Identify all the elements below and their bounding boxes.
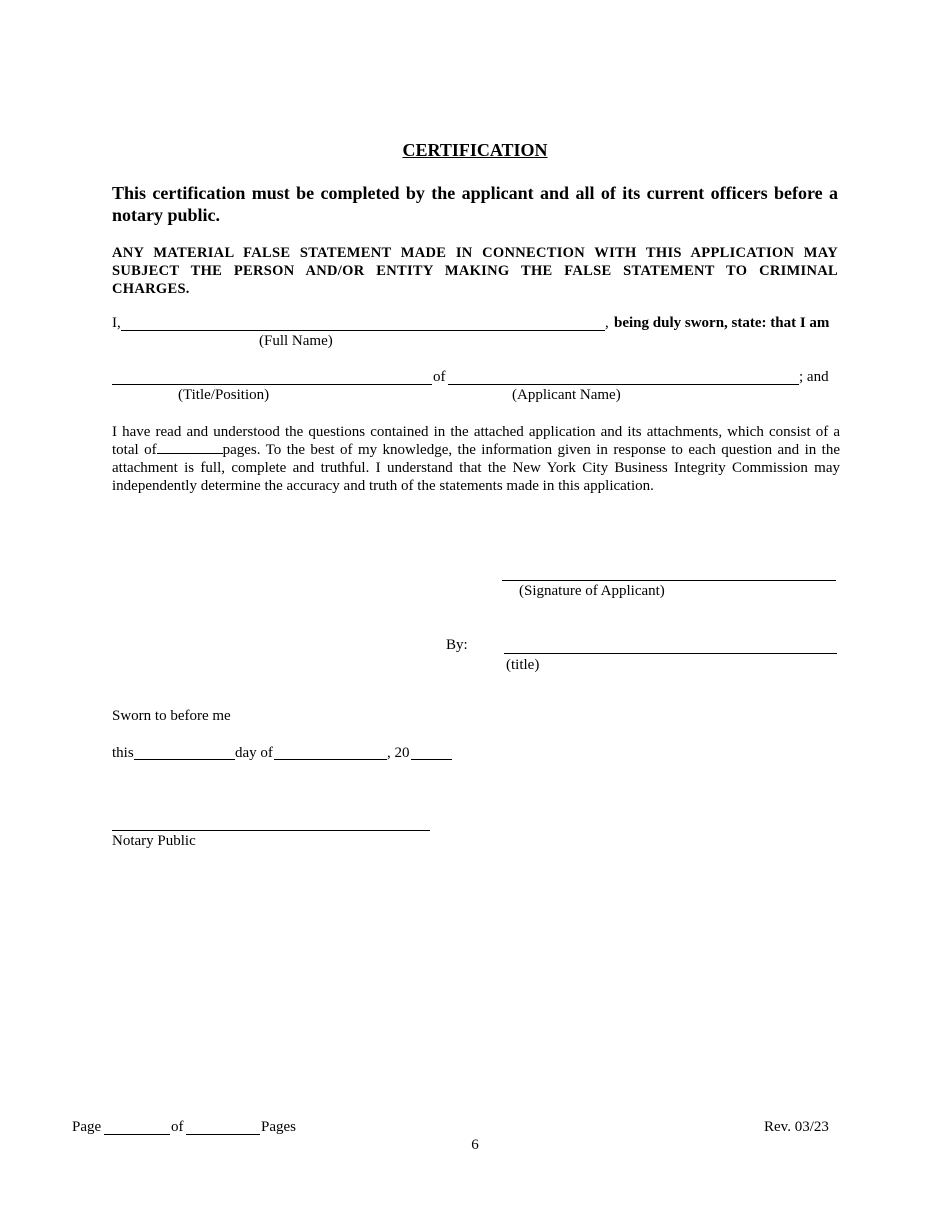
month-field[interactable] — [274, 759, 387, 760]
footer-pages-word: Pages — [261, 1119, 296, 1135]
declaration-paragraph — [112, 423, 840, 495]
declaration-part1: I have read and understood the questions contained in the attached application and its attachments, which consist of a total of — [112, 424, 840, 458]
full-name-label: (Full Name) — [259, 333, 333, 349]
title-signature-line[interactable] — [504, 653, 837, 654]
and-text: ; and — [799, 369, 829, 385]
page-number: 6 — [471, 1137, 479, 1153]
intro-text: This certification must be completed by the applicant and all of its current officers before a notary public. — [112, 183, 838, 225]
year-field[interactable] — [411, 759, 452, 760]
this-word: this — [112, 745, 134, 761]
by-label: By: — [446, 637, 468, 653]
page-title: CERTIFICATION — [402, 140, 548, 160]
day-of-text: day of — [235, 745, 273, 761]
applicant-name-field[interactable] — [448, 384, 799, 385]
sworn-before-label: Sworn to before me — [112, 708, 231, 724]
revision-label: Rev. 03/23 — [764, 1119, 829, 1135]
oath-comma: , — [605, 315, 609, 331]
applicant-name-label: (Applicant Name) — [512, 387, 621, 403]
signature-line[interactable] — [502, 580, 836, 581]
title-position-label: (Title/Position) — [178, 387, 270, 403]
footer-page-word: Page — [72, 1119, 102, 1135]
title-label: (title) — [506, 657, 540, 673]
total-pages-field[interactable] — [157, 441, 223, 454]
notary-label: Notary Public — [112, 833, 196, 849]
oath-prefix: I, — [112, 315, 121, 331]
day-field[interactable] — [134, 759, 235, 760]
footer-of-word: of — [171, 1119, 184, 1135]
warning-text: ANY MATERIAL FALSE STATEMENT MADE IN CONNECTION WITH THIS APPLICATION MAY SUBJECT THE PERSON AND/OR ENTITY MAKING THE FALSE STATEMENT TO CRIMINAL CHARGES. — [112, 245, 838, 297]
title-position-field[interactable] — [112, 384, 432, 385]
notary-signature-line[interactable] — [112, 830, 430, 831]
footer-total-field[interactable] — [186, 1134, 260, 1135]
footer-page-field[interactable] — [104, 1134, 170, 1135]
of-word: of — [433, 369, 446, 385]
year-prefix: , 20 — [387, 745, 410, 761]
full-name-field[interactable] — [121, 330, 605, 331]
declaration-part2: pages. To the best of my knowledge, the information given in response to each question and in the attachment is full, complete and truthful. I understand that the New York City Business Integrity Commission may independently determine the accuracy and truth of the statements made in this application. — [112, 442, 841, 494]
signature-label: (Signature of Applicant) — [519, 583, 665, 599]
sworn-text: being duly sworn, state: that I am — [614, 315, 830, 331]
